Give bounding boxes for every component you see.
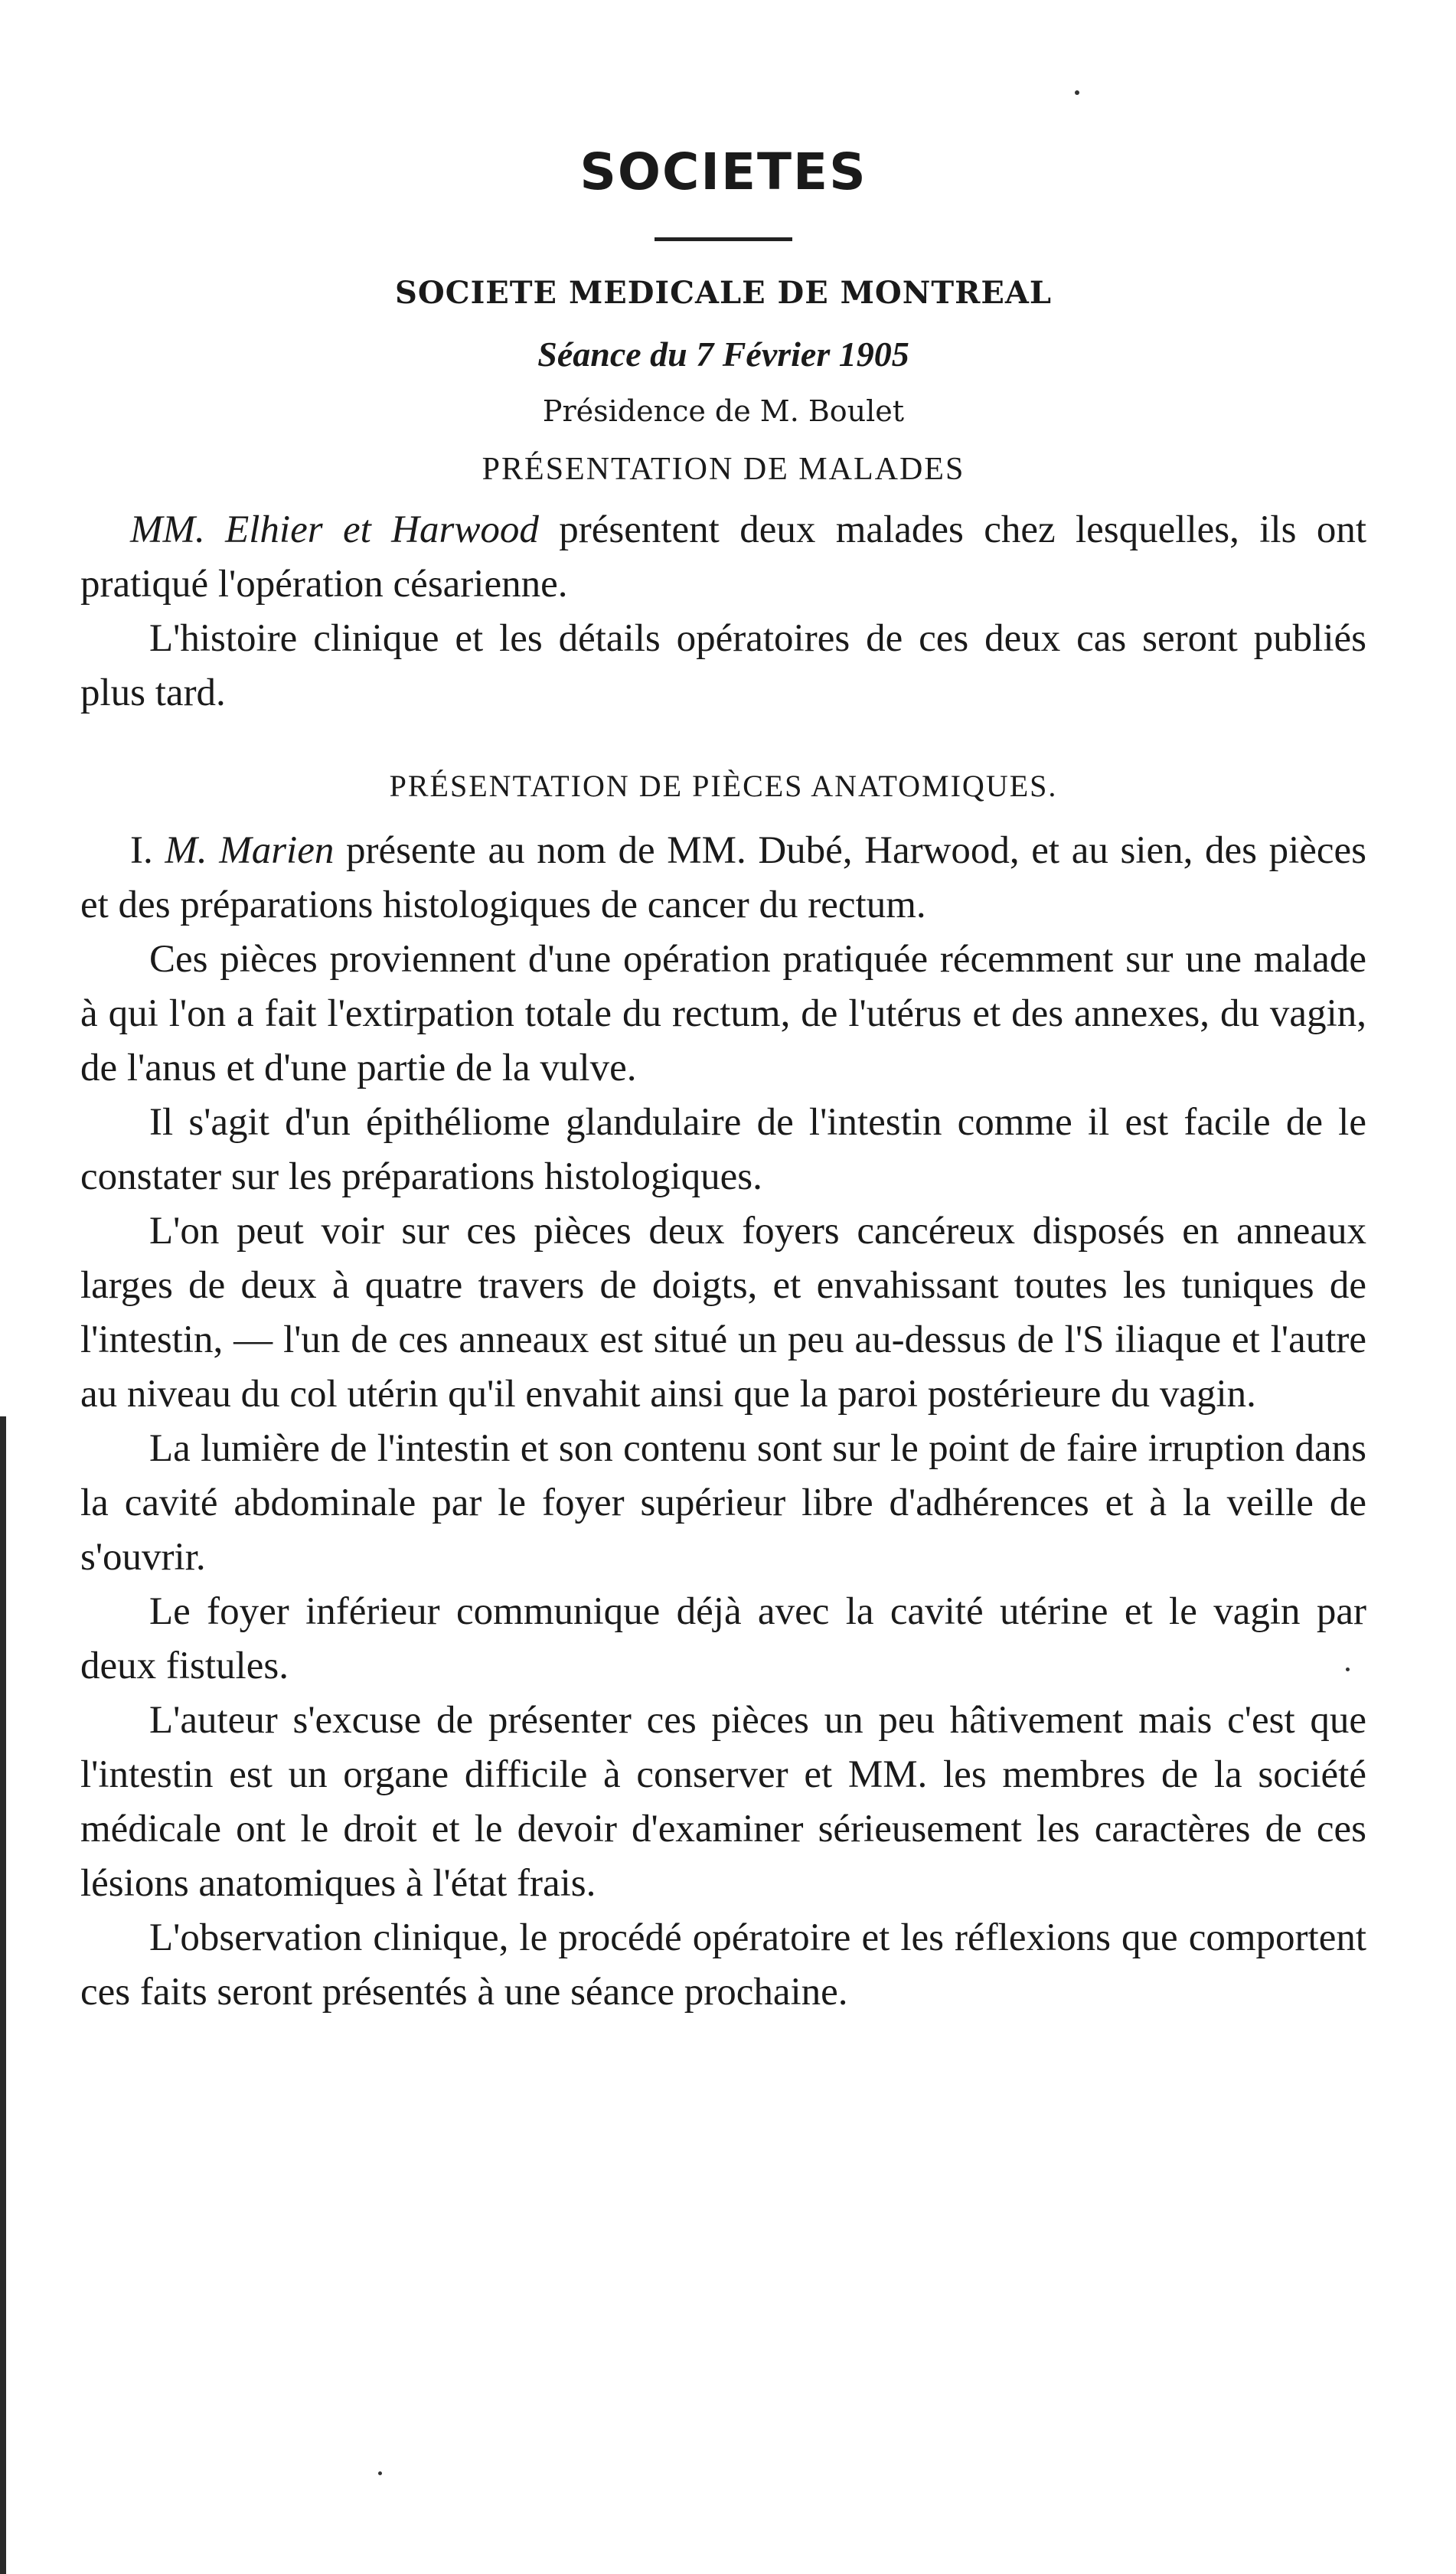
paragraph: Il s'agit d'un épithéliome glandulaire de l'intestin comme il est facile de le constater sur les préparations histologiques. xyxy=(80,1101,1366,1198)
title-divider xyxy=(655,237,792,241)
paragraph: L'histoire clinique et les détails opératoires de ces deux cas seront publiés plus tard. xyxy=(80,617,1366,714)
article xyxy=(80,138,1366,2020)
paragraph: Le foyer inférieur communique déjà avec la cavité utérine et le vagin par deux fistules. xyxy=(80,1590,1366,1687)
society-name: SOCIETE MEDICALE DE MONTREAL xyxy=(395,275,1052,311)
paragraph xyxy=(80,824,1366,933)
paragraph: La lumière de l'intestin et son contenu sont sur le point de faire irruption dans la cavité abdominale par le foyer supérieur libre d'adhérences et à la veille de s'ouvrir. xyxy=(80,1427,1366,1579)
item-number: I. xyxy=(130,829,165,872)
paragraph-text: présente au nom de MM. Dubé, Harwood, et au sien, des pièces et des préparations histologiques de cancer du rectum. xyxy=(80,829,1367,926)
session-date: Séance du 7 Février 1905 xyxy=(537,335,909,374)
presidence-line: Présidence de M. Boulet xyxy=(542,394,905,428)
paragraph: L'observation clinique, le procédé opératoire et les réflexions que comportent ces faits seront présentés à une séance prochaine. xyxy=(80,1916,1366,2014)
page-edge-shadow xyxy=(0,1416,6,2574)
paragraph: L'auteur s'excuse de présenter ces pièces un peu hâtivement mais c'est que l'intestin est un organe difficile à conserver et MM. les membres de la société médicale ont le droit et le devoir d'examiner sérieusement les caractères de ces lésions anatomiques à l'état frais. xyxy=(80,1699,1366,1905)
author-names: MM. Elhier et Harwood xyxy=(130,508,539,551)
ink-speck xyxy=(1075,90,1079,95)
paragraph xyxy=(80,503,1366,612)
section-title-malades: PRÉSENTATION DE MALADES xyxy=(482,452,965,487)
ink-speck xyxy=(378,2471,382,2475)
paragraph-text: présentent deux malades chez lesquelles, ils ont pratiqué l'opération césarienne. xyxy=(80,508,1366,606)
section-title-pieces: PRÉSENTATION DE PIÈCES ANATOMIQUES. xyxy=(389,769,1058,803)
page-title: SOCIETES xyxy=(579,142,867,201)
author-name: M. Marien xyxy=(165,829,335,872)
paragraph: Ces pièces proviennent d'une opération pratiquée récemment sur une malade à qui l'on a fait l'extirpation totale du rectum, de l'utérus et des annexes, du vagin, de l'anus et d'une partie de la vulve. xyxy=(80,938,1366,1089)
paragraph: L'on peut voir sur ces pièces deux foyers cancéreux disposés en anneaux larges de deux à quatre travers de doigts, et envahissant toutes les tuniques de l'intestin, — l'un de ces anneaux est situé un peu au-dessus de l'S iliaque et l'autre au niveau du col utérin qu'il envahit ainsi que la paroi postérieure du vagin. xyxy=(80,1210,1366,1416)
